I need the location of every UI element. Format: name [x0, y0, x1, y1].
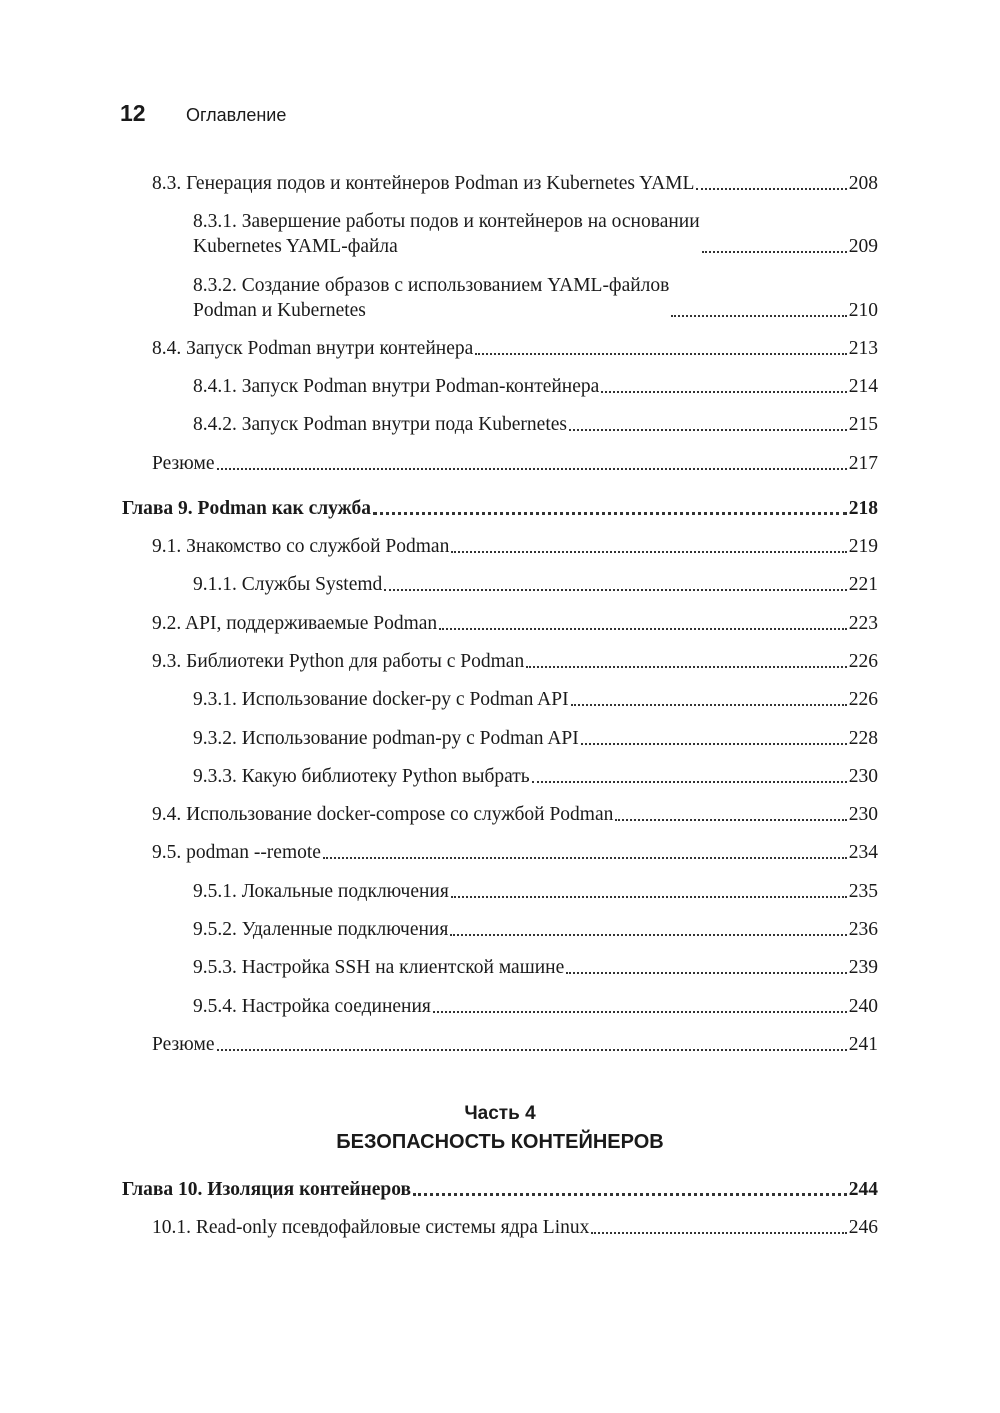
toc-entry: [193, 994, 878, 1019]
toc-entry-title-text: 9.3.3. Какую библиотеку Python выбрать: [193, 765, 530, 787]
toc-entry: [152, 451, 878, 476]
dot-leader: [450, 933, 846, 936]
toc-entry: [193, 209, 878, 259]
toc-entry: [152, 611, 878, 636]
toc-entry-title: [152, 171, 694, 196]
toc-entry: [152, 1215, 878, 1240]
toc-page-number: 218: [848, 497, 878, 519]
toc-entry-title-text: 9.2. API, поддерживаемые Podman: [152, 612, 438, 634]
dot-leader: [569, 428, 847, 431]
toc-page-number: 226: [848, 650, 878, 672]
toc-page-number: 236: [848, 919, 878, 941]
toc-page-number: 246: [848, 1217, 878, 1239]
toc-entry-title: [193, 412, 567, 437]
toc-entry-title-text: 9.5.2. Удаленные подключения: [193, 919, 449, 941]
toc-page-number: 217: [848, 452, 878, 474]
dot-leader: [451, 895, 847, 898]
toc-entry: [193, 273, 878, 323]
dot-leader: [526, 665, 847, 668]
toc-page-number: 234: [848, 842, 878, 864]
toc-entry-title: [193, 764, 530, 789]
toc-entry-title: [152, 802, 613, 827]
dot-leader: [601, 390, 846, 393]
toc-page-number: 226: [848, 689, 878, 711]
toc-entry-title-text: Резюме: [152, 1033, 215, 1055]
toc-entry-title: [193, 955, 564, 980]
dot-leader: [702, 250, 847, 253]
dot-leader: [591, 1231, 846, 1234]
toc-entry-title-line1: 8.3.2. Создание образов с использованием YAML-файлов: [193, 274, 670, 296]
toc-page-number: 235: [848, 880, 878, 902]
toc-page-number: 209: [848, 236, 878, 258]
toc-page-number: 230: [848, 765, 878, 787]
toc-entry-title: [152, 534, 449, 559]
dot-leader: [413, 1192, 847, 1196]
toc-entry-title: [193, 917, 448, 942]
toc-entry-title: [152, 336, 473, 361]
toc-entry-title: [193, 879, 449, 904]
toc-page-number: 240: [848, 995, 878, 1017]
toc-entry-title-text: 9.4. Использование docker-compose со службой Podman: [152, 804, 614, 826]
toc-entry: [193, 726, 878, 751]
toc-entry-title-text: Глава 10. Изоляция контейнеров: [122, 1178, 412, 1200]
toc-entry-title-text: 8.4.1. Запуск Podman внутри Podman-контейнера: [193, 376, 600, 398]
dot-leader: [323, 856, 847, 859]
dot-leader: [475, 352, 846, 355]
toc-page-number: 244: [848, 1178, 878, 1200]
toc-page-number: 228: [848, 727, 878, 749]
toc-entry-title-text: 9.3. Библиотеки Python для работы с Podman: [152, 650, 525, 672]
toc-entry-title: [193, 687, 569, 712]
toc-entry: [152, 802, 878, 827]
toc-entry-title: [152, 649, 524, 674]
toc-entry-title-text: 8.4. Запуск Podman внутри контейнера: [152, 337, 474, 359]
toc-entry-title-text: 9.5. podman --remote: [152, 842, 321, 864]
toc-entry-title: [152, 1215, 589, 1240]
toc-entry-title-text: 9.3.2. Использование podman-py с Podman API: [193, 727, 579, 749]
toc-entry: [152, 840, 878, 865]
toc-entry-title-text: Глава 9. Podman как служба: [122, 497, 372, 519]
toc-entry-title: [152, 1032, 215, 1057]
toc-entry-title-text: 9.5.3. Настройка SSH на клиентской машине: [193, 957, 565, 979]
dot-leader: [696, 187, 846, 190]
toc-list-part-4: [0, 1177, 1000, 1240]
toc-entry: [193, 374, 878, 399]
toc-entry: [193, 764, 878, 789]
table-of-contents: [0, 171, 1000, 1254]
toc-entry: [193, 687, 878, 712]
toc-entry: [193, 572, 878, 597]
toc-page-number: 241: [848, 1033, 878, 1055]
toc-entry-title: [122, 1177, 411, 1202]
toc-entry-title: [193, 273, 669, 323]
dot-leader: [532, 780, 847, 783]
toc-entry-title: [193, 572, 382, 597]
toc-page-number: 221: [848, 574, 878, 596]
toc-entry-title-text: 10.1. Read-only псевдофайловые системы ядра Linux: [152, 1217, 590, 1239]
toc-entry-title: [193, 726, 579, 751]
dot-leader: [571, 703, 847, 706]
toc-entry-title-text: 8.4.2. Запуск Podman внутри пода Kubernetes: [193, 414, 567, 436]
dot-leader: [439, 627, 847, 630]
dot-leader: [384, 588, 846, 591]
dot-leader: [671, 314, 846, 317]
dot-leader: [217, 1048, 847, 1051]
part-title: БЕЗОПАСНОСТЬ КОНТЕЙНЕРОВ: [336, 1130, 664, 1153]
toc-chapter-entry: [122, 496, 878, 521]
part-heading: [0, 1101, 1000, 1157]
dot-leader: [217, 467, 847, 470]
toc-entry-title-text: 8.3. Генерация подов и контейнеров Podman из Kubernetes YAML: [152, 173, 695, 194]
toc-entry: [193, 412, 878, 437]
toc-entry: [193, 879, 878, 904]
dot-leader: [373, 511, 847, 515]
toc-entry-title: [152, 451, 215, 476]
toc-page-number: 213: [848, 337, 878, 359]
toc-entry-title-text: 9.1.1. Службы Systemd: [193, 574, 383, 596]
toc-page-number: 219: [848, 536, 878, 558]
toc-entry: [152, 1032, 878, 1057]
toc-entry: [193, 955, 878, 980]
dot-leader: [451, 550, 846, 553]
toc-page-number: 215: [848, 414, 878, 436]
toc-entry-title: [193, 209, 700, 259]
toc-entry-title: [152, 840, 321, 865]
toc-entry: [152, 534, 878, 559]
toc-entry-title-text: Резюме: [152, 452, 215, 474]
toc-page-number: 214: [848, 376, 878, 398]
toc-list-part-3: [0, 171, 1000, 1057]
part-label: Часть 4: [464, 1102, 536, 1124]
toc-entry-title-text: 9.3.1. Использование docker-py с Podman API: [193, 689, 569, 711]
toc-entry-title-text: 9.5.1. Локальные подключения: [193, 880, 449, 902]
toc-entry-title: [122, 496, 371, 521]
dot-leader: [615, 818, 846, 821]
toc-entry-title-text: 9.5.4. Настройка соединения: [193, 995, 431, 1017]
toc-page-number: 208: [848, 173, 878, 194]
dot-leader: [581, 742, 847, 745]
toc-page-number: 239: [848, 957, 878, 979]
toc-entry-title-text: Kubernetes YAML-файла: [193, 236, 398, 258]
toc-entry: [193, 917, 878, 942]
toc-page-number: 223: [848, 612, 878, 634]
toc-entry-title: [193, 374, 599, 399]
toc-entry-title: [193, 994, 431, 1019]
page-number: 12: [120, 100, 146, 126]
toc-entry: [152, 649, 878, 674]
dot-leader: [433, 1010, 847, 1013]
toc-entry-title-line1: 8.3.1. Завершение работы подов и контейнеров на основании: [193, 211, 700, 233]
toc-entry: [152, 336, 878, 361]
toc-entry-title: [152, 611, 437, 636]
toc-entry-title-text: Podman и Kubernetes: [193, 299, 366, 321]
toc-page-number: 210: [848, 299, 878, 321]
running-title: Оглавление: [186, 105, 287, 125]
dot-leader: [566, 971, 846, 974]
running-header: [120, 100, 286, 127]
toc-entry: [152, 171, 878, 196]
toc-chapter-entry: [122, 1177, 878, 1202]
toc-entry-title-text: 9.1. Знакомство со службой Podman: [152, 536, 450, 558]
toc-page-number: 230: [848, 804, 878, 826]
